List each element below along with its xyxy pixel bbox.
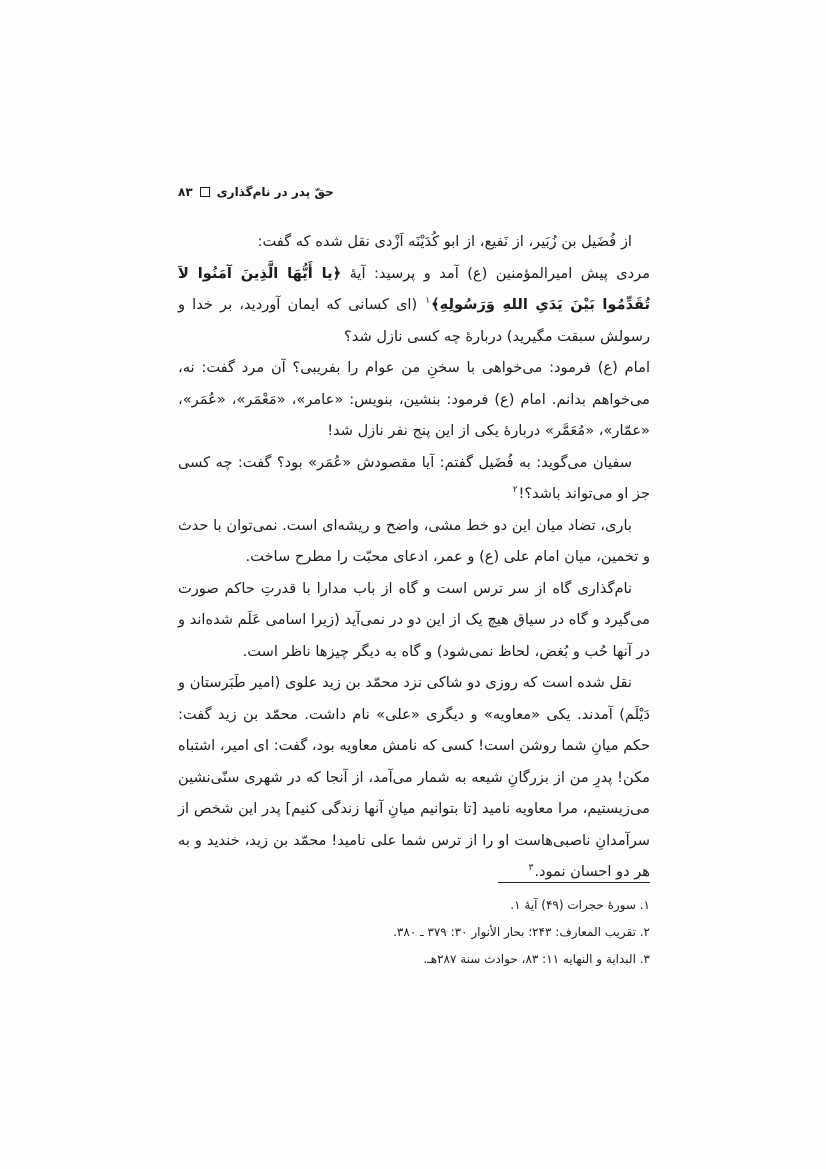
paragraph-isnad: از فُضَیل بن زُبَیر، از نَفیع، از ابو کُدَیْنَه اَزْدی نقل شده که گفت: bbox=[257, 233, 632, 250]
footnote-ref-2: ۲ bbox=[512, 485, 518, 495]
paragraph-imam-answer: امام (ع) فرمود: می‌خواهی با سخنِ من عوام را بفریبی؟ آن مرد گفت: نه، می‌خواهم بدانم. امام (ع) فرمود: بنشین، بنویس: «عامر»، «مَعْمَر»، «عُمَر»، «عمّار»، «مُعَمَّر» دربارهٔ یکی از این پنج نفر نازل شد! bbox=[178, 359, 650, 439]
footnote-3: ۳. البدایة و النهایه ۱۱: ۸۳، حوادث سنة ۲۸۷هـ. bbox=[423, 952, 650, 966]
footnote-ref-1: ۱ bbox=[425, 296, 431, 306]
footnote-ref-3: ۳ bbox=[528, 863, 534, 873]
paragraph-comment: باری، تضاد میان این دو خط مشی، واضح و ریشه‌ای است. نمی‌توان با حدث و تخمین، میان امام علی (ع) و عمر، ادعای محبّت را مطرح ساخت. bbox=[178, 516, 650, 565]
text-run: نقل شده است که روزی دو شاکی نزد محمّد بن زید علوی (امیر طَبَرستان و دَیْلَم) آمدند. یکی «معاویه» و دیگری «علی» نام داشت. محمّد بن زید گفت: حکم میانِ شما روشن است! کسی که نامش معاویه بود، گفت: ای امیر، اشتباه مکن! پدرِ من از بزرگانِ شیعه به شمار می‌آمد، از آنجا که در شهری سنّی‌نشین می‌زیستیم، مرا معاویه نامید [تا بتوانیم میانِ آنها زندگی کنیم] پدر این شخص از سرآمدانِ ناصبی‌هاست او را از ترس شما علی نامید! محمّد بن زید، خندید و به هر دو احسان نمود. bbox=[178, 674, 650, 880]
body-text bbox=[178, 226, 650, 888]
quran-verse: ﴿یا أَیُّهَا الَّذِینَ آمَنُوا لاَ تُقَدِّمُوا بَیْنَ یَدَیِ اللهِ وَرَسُولِهِ﴾ bbox=[178, 264, 650, 313]
footnote-2: ۲. تقریب المعارف: ۲۴۳؛ بحار الأنوار ۳۰: ۳۷۹ ـ ۳۸۰. bbox=[393, 925, 650, 939]
text-run: سفیان می‌گوید: به فُضَیل گفتم: آیا مقصودش «عُمَر» بود؟ گفت: چه کسی جز او می‌تواند باشد؟! bbox=[178, 453, 650, 502]
paragraph-anecdote bbox=[178, 667, 650, 888]
footnotes-section bbox=[178, 882, 650, 973]
footnote-separator bbox=[498, 882, 650, 883]
text-run: مردی پیش امیرالمؤمنین (ع) آمد و پرسید: آیهٔ bbox=[341, 264, 651, 282]
page-header bbox=[178, 185, 334, 199]
paragraph-naming-reasons: نام‌گذاری گاه از سر ترس است و گاه از باب مدارا با قدرتِ حاکم صورت می‌گیرد و گاه در سیاق هیچ یک از این دو در نمی‌آید (زیرا اسامی عَلَم شده‌اند و در آنها حُب و بُغض، لحاظ نمی‌شود) و گاه به دیگر چیزها ناظر است. bbox=[178, 579, 650, 660]
text-run: (ای کسانی که ایمان آوردید، بر خدا و رسولش سبقت مگیرید) دربارهٔ چه کسی نازل شد؟ bbox=[178, 296, 650, 345]
paragraph-question bbox=[178, 258, 650, 353]
chapter-title: حقّ پدر در نام‌گذاری bbox=[216, 185, 334, 199]
paragraph-sufyan bbox=[178, 447, 650, 510]
page-number: ۸۳ bbox=[178, 185, 193, 199]
footnote-1: ۱. سورهٔ حجرات (۴۹) آیهٔ ۱. bbox=[510, 898, 650, 912]
header-square-icon bbox=[200, 187, 210, 197]
